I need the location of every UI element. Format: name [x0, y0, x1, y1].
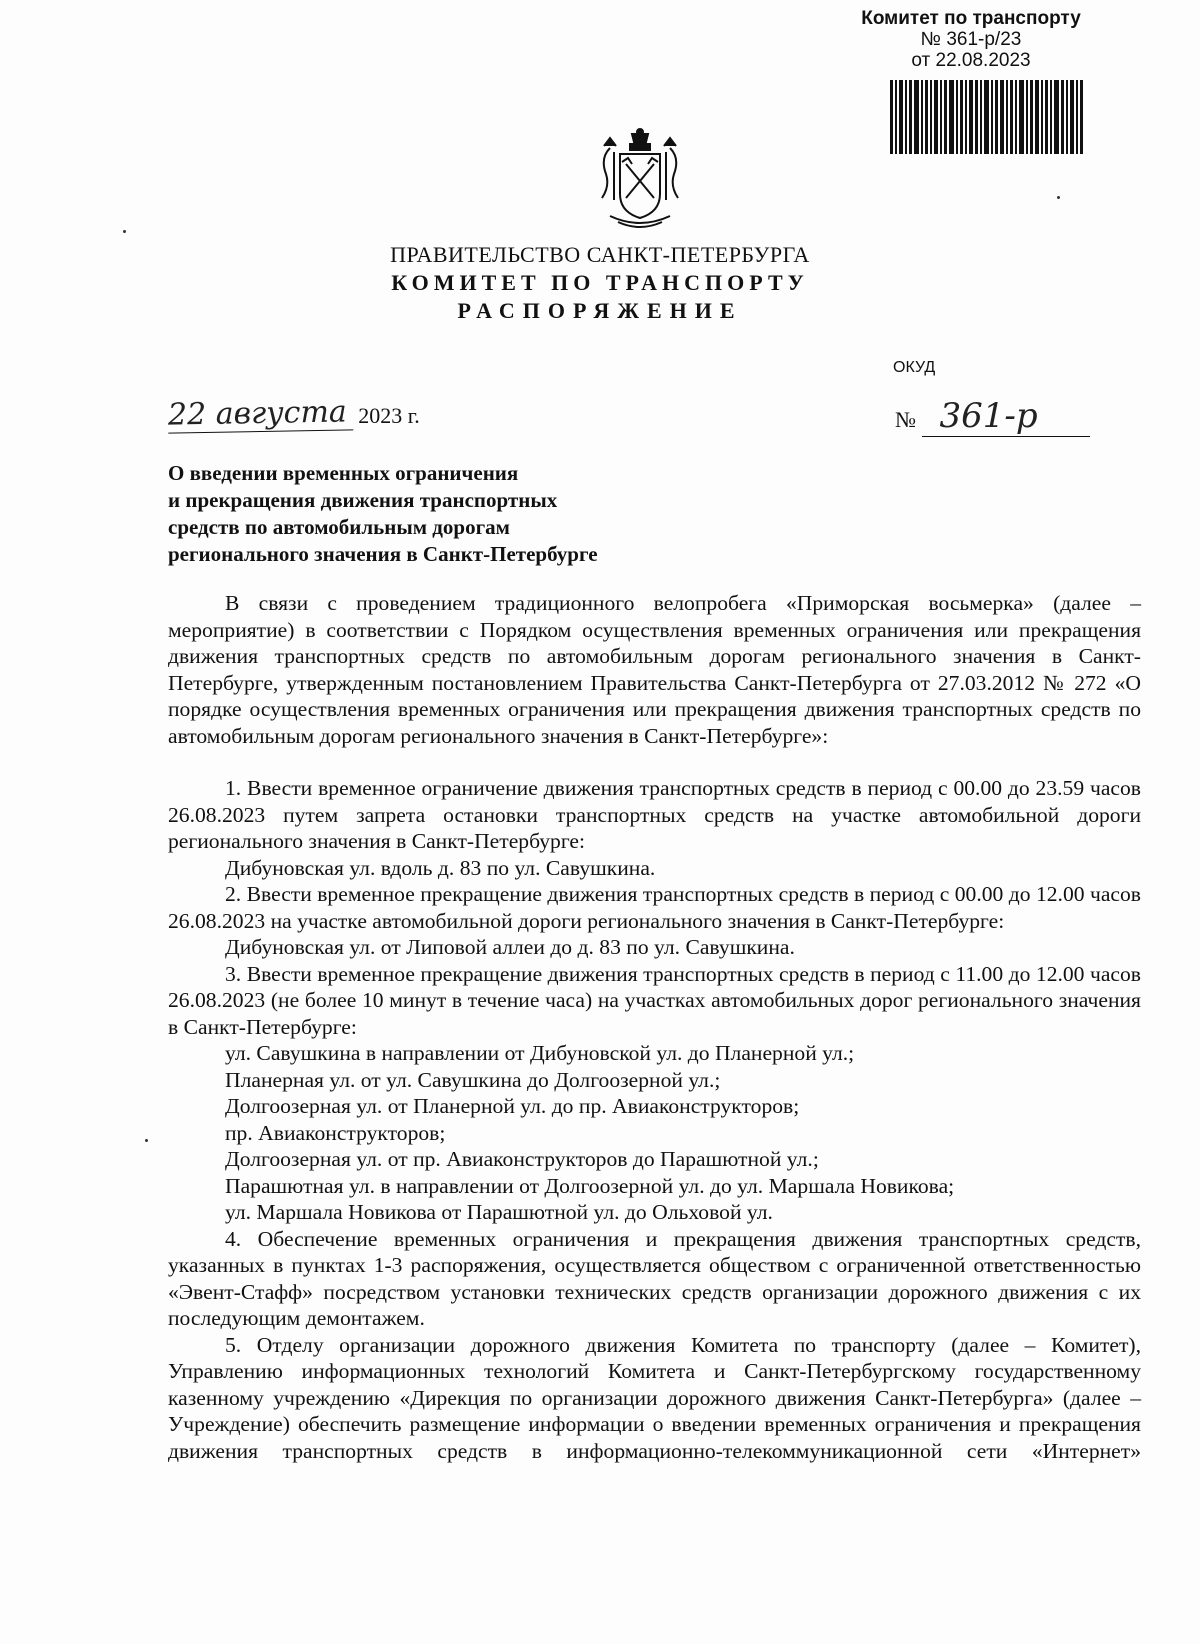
paragraph-5: 5. Отделу организации дорожного движения Комитета по транспорту (далее – Комитет), Управлению информационных технологий Комитета и Санкт-Петербургскому государственному казенному учреждению «Дирекция по организации дорожного движения Санкт-Петербурга» (далее – Учреждение) обеспечить размещение информации о введении временных ограничения и прекращения движения транспортных средств в информационно-телекоммуникационной сети «Интернет»: [168, 1332, 1141, 1463]
paragraph-3-road: Долгоозерная ул. от пр. Авиаконструкторов до Парашютной ул.;: [225, 1147, 819, 1171]
scan-speck: [123, 230, 126, 233]
stamp-title: Комитет по транспорту: [861, 8, 1081, 29]
preamble-paragraph: В связи с проведением традиционного велопробега «Приморская восьмерка» (далее – мероприятие) в соответствии с Порядком осуществления временных ограничения или прекращения движения транспортных средств по автомобильным дорогам регионального значения в Санкт-Петербурге, утвержденным постановлением Правительства Санкт-Петербурга от 27.03.2012 № 272 «О порядке осуществления временных ограничения или прекращения движения транспортных средств по автомобильным дорогам регионального значения в Санкт-Петербурге»:: [168, 591, 1141, 748]
stamp-date: от 22.08.2023: [911, 50, 1031, 71]
paragraph-3-road: Долгоозерная ул. от Планерной ул. до пр. Авиаконструкторов;: [225, 1094, 800, 1118]
paragraph-3-road: Парашютная ул. в направлении от Долгоозерной ул. до ул. Маршала Новикова;: [225, 1173, 955, 1198]
paragraph-3-road: ул. Савушкина в направлении от Дибуновской ул. до Планерной ул.;: [225, 1041, 855, 1065]
paragraph-3-road: пр. Авиаконструкторов;: [225, 1120, 446, 1145]
subject-line: средств по автомобильным дорогам: [168, 515, 510, 539]
paragraph-2: 2. Ввести временное прекращение движения транспортных средств в период с 00.00 до 12.00 часов 26.08.2023 на участке автомобильной дороги регионального значения в Санкт-Петербурге:: [168, 882, 1141, 933]
okud-label: ОКУД: [893, 359, 936, 376]
paragraph-3: 3. Ввести временное прекращение движения транспортных средств в период с 11.00 до 12.00 часов 26.08.2023 (не более 10 минут в течение часа) на участках автомобильных дорог регионального значения в Санкт-Петербурге:: [168, 961, 1141, 1039]
paragraph-2-road: Дибуновская ул. от Липовой аллеи до д. 83 по ул. Савушкина.: [225, 935, 795, 959]
government-name: ПРАВИТЕЛЬСТВО САНКТ-ПЕТЕРБУРГА: [390, 242, 810, 267]
paragraph-1: 1. Ввести временное ограничение движения транспортных средств в период с 00.00 до 23.59 часов 26.08.2023 путем запрета остановки транспортных средств на участке автомобильной дороги регионального значения в Санкт-Петербурге:: [168, 776, 1141, 853]
coat-of-arms-icon: [592, 128, 688, 232]
document-number: [895, 396, 1090, 437]
document-body: [168, 590, 1141, 1464]
paragraph-3-road: Планерная ул. от ул. Савушкина до Долгоозерной ул.;: [225, 1067, 721, 1092]
handwritten-date: 22 августа: [168, 394, 353, 433]
subject-line: регионального значения в Санкт-Петербурге: [168, 542, 598, 566]
paragraph-1-road: Дибуновская ул. вдоль д. 83 по ул. Савушкина.: [225, 855, 656, 880]
scan-speck: [1057, 196, 1060, 199]
subject-line: О введении временных ограничения: [168, 461, 519, 485]
registration-stamp: [846, 8, 1096, 71]
handwritten-number: 361-р: [922, 396, 1090, 437]
document-date: [168, 396, 420, 432]
committee-name: КОМИТЕТ ПО ТРАНСПОРТУ: [391, 270, 809, 295]
document-subject: [168, 460, 728, 568]
scan-speck: [145, 1139, 148, 1142]
number-prefix: №: [895, 407, 916, 432]
subject-line: и прекращения движения транспортных: [168, 488, 558, 512]
date-year: 2023 г.: [358, 403, 420, 428]
barcode-icon: [890, 80, 1086, 154]
paragraph-4: 4. Обеспечение временных ограничения и прекращения движения транспортных средств, указанных в пунктах 1-3 распоряжения, осуществляется обществом с ограниченной ответственностью «Эвент-Стафф» посредством установки технических средств организации дорожного движения с их последующим демонтажем.: [168, 1226, 1141, 1330]
paragraph-3-road: ул. Маршала Новикова от Парашютной ул. до Ольховой ул.: [225, 1200, 773, 1224]
document-type: РАСПОРЯЖЕНИЕ: [457, 298, 743, 323]
stamp-number: № 361-р/23: [920, 29, 1022, 50]
